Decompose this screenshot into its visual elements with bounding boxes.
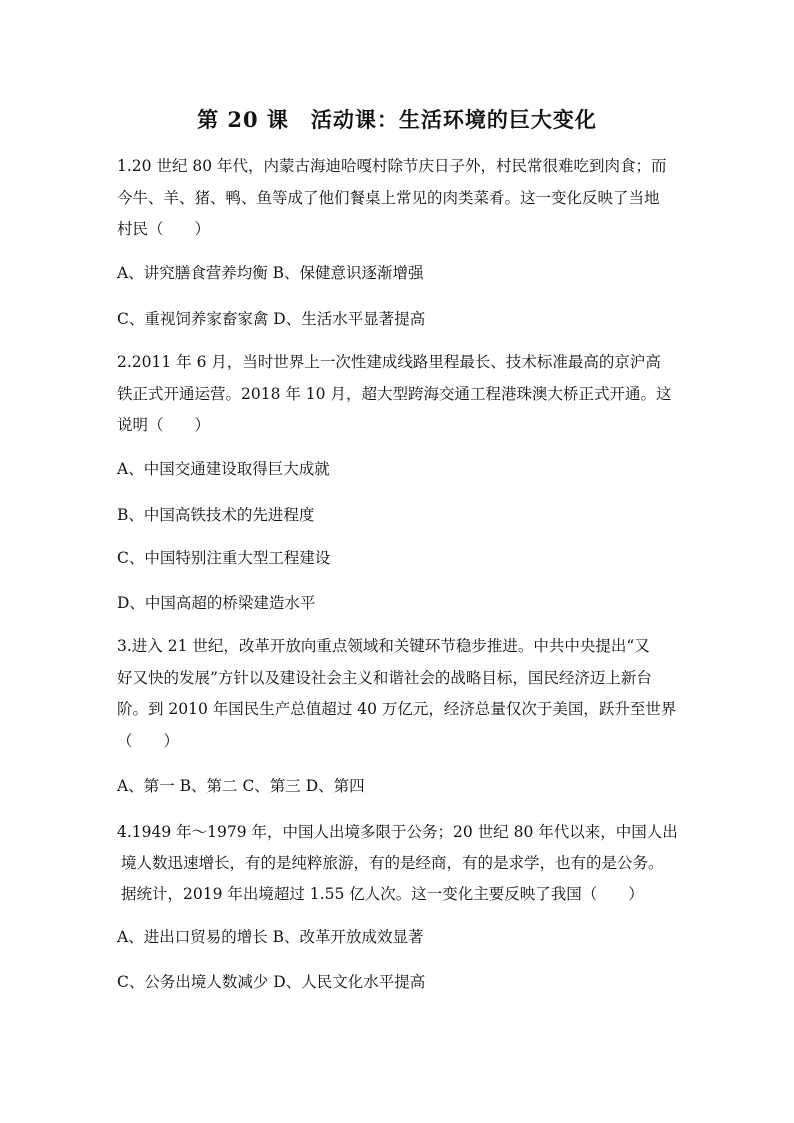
- question-4-stem-line-3: 据统计，2019 年出境超过 1.55 亿人次。这一变化主要反映了我国（ ）: [121, 885, 644, 903]
- question-3-stem-line-2: 好又快的发展”方针以及建设社会主义和谐社会的战略目标，国民经济迈上新台: [117, 669, 652, 687]
- question-1-options-line-2: C、重视饲养家畜家禽 D、生活水平显著提高: [117, 310, 426, 328]
- question-1-stem-line-2: 今牛、羊、猪、鸭、鱼等成了他们餐桌上常见的肉类菜肴。这一变化反映了当地: [117, 189, 660, 207]
- page-title: 第 20 课 活动课：生活环境的巨大变化: [197, 107, 597, 132]
- question-3-options: A、第一 B、第二 C、第三 D、第四: [117, 777, 365, 795]
- question-4-stem-line-1: 4.1949 年～1979 年，中国人出境多限于公务；20 世纪 80 年代以来，中国人出: [117, 823, 678, 841]
- question-3-stem-line-4: （ ）: [117, 732, 180, 750]
- question-4-options-line-1: A、进出口贸易的增长 B、改革开放成效显著: [117, 928, 424, 946]
- question-4-options-line-2: C、公务出境人数减少 D、人民文化水平提高: [117, 973, 426, 991]
- question-2-stem-line-2: 铁正式开通运营。2018 年 10 月，超大型跨海交通工程港珠澳大桥正式开通。这: [117, 385, 672, 403]
- question-1-stem-line-1: 1.20 世纪 80 年代，内蒙古海迪哈嘎村除节庆日子外，村民常很难吃到肉食；而: [117, 157, 667, 175]
- question-2-option-c: C、中国特别注重大型工程建设: [117, 549, 331, 567]
- question-4-stem-line-2: 境人数迅速增长，有的是纯粹旅游，有的是经商，有的是求学，也有的是公务。: [121, 854, 664, 872]
- question-2-option-b: B、中国高铁技术的先进程度: [117, 506, 315, 524]
- question-2-option-d: D、中国高超的桥梁建造水平: [117, 594, 316, 612]
- question-3-stem-line-1: 3.进入 21 世纪，改革开放向重点领域和关键环节稳步推进。中共中央提出“又: [117, 637, 650, 655]
- question-2-stem-line-3: 说明（ ）: [117, 416, 211, 434]
- question-2-stem-line-1: 2.2011 年 6 月，当时世界上一次性建成线路里程最长、技术标准最高的京沪高: [117, 353, 661, 371]
- question-2-option-a: A、中国交通建设取得巨大成就: [117, 460, 330, 478]
- question-1-options-line-1: A、讲究膳食营养均衡 B、保健意识逐渐增强: [117, 264, 424, 282]
- question-3-stem-line-3: 阶。到 2010 年国民生产总值超过 40 万亿元，经济总量仅次于美国，跃升至世界: [117, 700, 677, 718]
- question-1-stem-line-3: 村民（ ）: [117, 220, 211, 238]
